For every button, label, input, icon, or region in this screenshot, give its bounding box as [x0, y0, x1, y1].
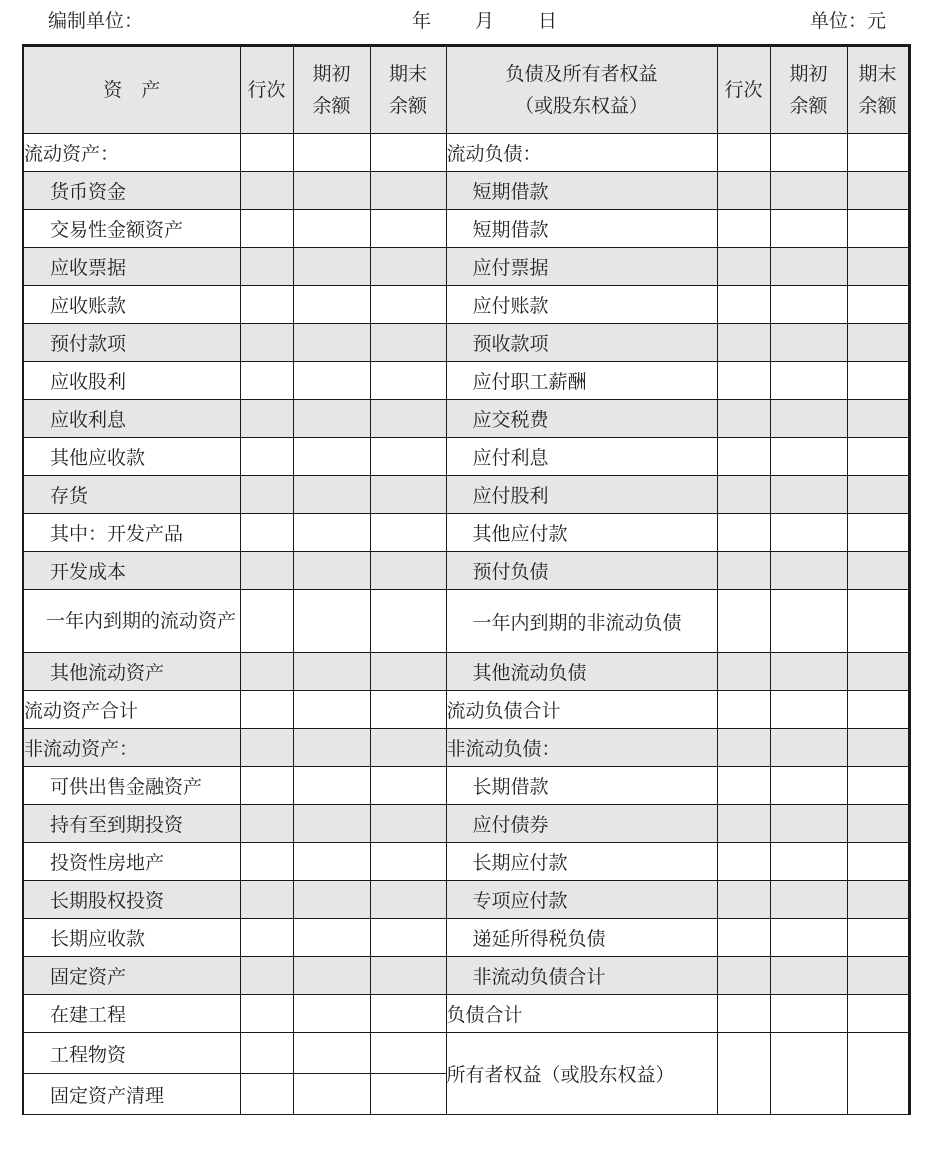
- liability-label: 专项应付款: [446, 881, 717, 919]
- cell-end[interactable]: [370, 843, 446, 881]
- cell-begin[interactable]: [770, 843, 847, 881]
- table-row: [23, 691, 909, 729]
- cell-begin[interactable]: [293, 805, 370, 843]
- liability-label: 其他流动负债: [446, 653, 717, 691]
- cell-begin[interactable]: [293, 134, 370, 172]
- asset-label: 在建工程: [23, 995, 240, 1033]
- table-row: [23, 514, 909, 552]
- cell-line-no[interactable]: [240, 324, 293, 362]
- liability-label: 一年内到期的非流动负债: [446, 590, 717, 653]
- cell-end[interactable]: [847, 767, 909, 805]
- liability-label: 应付债券: [446, 805, 717, 843]
- asset-label: 流动资产合计: [23, 691, 240, 729]
- table-row: [23, 172, 909, 210]
- liability-label: 其他应付款: [446, 514, 717, 552]
- cell-begin[interactable]: [770, 590, 847, 653]
- cell-begin[interactable]: [293, 1033, 370, 1074]
- cell-end[interactable]: [847, 210, 909, 248]
- col-begin-left: 期初 余额: [293, 46, 370, 134]
- liability-label: 预付负债: [446, 552, 717, 590]
- cell-begin[interactable]: [293, 210, 370, 248]
- cell-begin[interactable]: [770, 653, 847, 691]
- cell-end[interactable]: [370, 881, 446, 919]
- cell-line-no[interactable]: [717, 767, 770, 805]
- cell-line-no[interactable]: [717, 805, 770, 843]
- asset-label: 固定资产清理: [23, 1074, 240, 1115]
- cell-begin[interactable]: [770, 438, 847, 476]
- cell-end[interactable]: [370, 767, 446, 805]
- cell-line-no[interactable]: [717, 1033, 770, 1115]
- asset-label: 长期股权投资: [23, 881, 240, 919]
- cell-begin[interactable]: [770, 134, 847, 172]
- cell-line-no[interactable]: [240, 362, 293, 400]
- cell-end[interactable]: [370, 919, 446, 957]
- table-row: [23, 653, 909, 691]
- table-row: [23, 729, 909, 767]
- table-row: [23, 590, 909, 653]
- asset-label: 应收股利: [23, 362, 240, 400]
- cell-begin[interactable]: [293, 172, 370, 210]
- date-month: 月: [475, 10, 495, 32]
- cell-line-no[interactable]: [240, 476, 293, 514]
- liability-label: 预收款项: [446, 324, 717, 362]
- asset-label: 其他流动资产: [23, 653, 240, 691]
- cell-end[interactable]: [370, 1074, 446, 1115]
- cell-line-no[interactable]: [717, 691, 770, 729]
- cell-line-no[interactable]: [717, 210, 770, 248]
- cell-line-no[interactable]: [240, 691, 293, 729]
- cell-end[interactable]: [370, 995, 446, 1033]
- cell-end[interactable]: [847, 805, 909, 843]
- cell-begin[interactable]: [293, 843, 370, 881]
- cell-line-no[interactable]: [717, 729, 770, 767]
- cell-begin[interactable]: [770, 248, 847, 286]
- table-row: [23, 995, 909, 1033]
- cell-line-no[interactable]: [717, 476, 770, 514]
- cell-begin[interactable]: [770, 1033, 847, 1115]
- cell-end[interactable]: [847, 691, 909, 729]
- cell-line-no[interactable]: [240, 767, 293, 805]
- liability-label: 所有者权益（或股东权益）: [446, 1033, 717, 1115]
- table-body: [23, 134, 909, 1115]
- table-row: [23, 324, 909, 362]
- asset-label: 存货: [23, 476, 240, 514]
- cell-begin[interactable]: [293, 552, 370, 590]
- cell-end[interactable]: [847, 438, 909, 476]
- asset-label: 工程物资: [23, 1033, 240, 1074]
- table-row: [23, 134, 909, 172]
- cell-begin[interactable]: [293, 438, 370, 476]
- cell-end[interactable]: [370, 957, 446, 995]
- table-row: [23, 1033, 909, 1074]
- cell-line-no[interactable]: [240, 590, 293, 653]
- asset-label: 其中：开发产品: [23, 514, 240, 552]
- col-end-left: 期末 余额: [370, 46, 446, 134]
- cell-end[interactable]: [847, 843, 909, 881]
- cell-end[interactable]: [847, 362, 909, 400]
- cell-end[interactable]: [370, 248, 446, 286]
- cell-end[interactable]: [370, 476, 446, 514]
- col-assets: 资 产: [23, 46, 240, 134]
- cell-end[interactable]: [370, 210, 446, 248]
- asset-label: 应收账款: [23, 286, 240, 324]
- cell-end[interactable]: [847, 590, 909, 653]
- cell-line-no[interactable]: [240, 514, 293, 552]
- table-row: [23, 476, 909, 514]
- cell-begin[interactable]: [770, 324, 847, 362]
- liability-label: 非流动负债：: [446, 729, 717, 767]
- cell-begin[interactable]: [770, 210, 847, 248]
- table-row: [23, 881, 909, 919]
- cell-line-no[interactable]: [717, 957, 770, 995]
- cell-line-no[interactable]: [240, 919, 293, 957]
- cell-begin[interactable]: [293, 691, 370, 729]
- cell-begin[interactable]: [293, 590, 370, 653]
- liability-label: 非流动负债合计: [446, 957, 717, 995]
- table-row: [23, 210, 909, 248]
- table-row: [23, 362, 909, 400]
- cell-end[interactable]: [847, 957, 909, 995]
- table-row: [23, 843, 909, 881]
- table-row: [23, 919, 909, 957]
- cell-line-no[interactable]: [717, 881, 770, 919]
- cell-end[interactable]: [370, 805, 446, 843]
- cell-line-no[interactable]: [717, 172, 770, 210]
- cell-line-no[interactable]: [240, 400, 293, 438]
- header-row: [23, 46, 909, 134]
- cell-line-no[interactable]: [240, 286, 293, 324]
- cell-line-no[interactable]: [240, 653, 293, 691]
- asset-label: 开发成本: [23, 552, 240, 590]
- cell-end[interactable]: [370, 286, 446, 324]
- asset-label: 持有至到期投资: [23, 805, 240, 843]
- cell-line-no[interactable]: [717, 286, 770, 324]
- col-line-no-right: 行次: [717, 46, 770, 134]
- cell-begin[interactable]: [293, 476, 370, 514]
- cell-end[interactable]: [847, 286, 909, 324]
- asset-label: 长期应收款: [23, 919, 240, 957]
- asset-label: 投资性房地产: [23, 843, 240, 881]
- cell-end[interactable]: [370, 400, 446, 438]
- cell-begin[interactable]: [293, 1074, 370, 1115]
- table-row: [23, 805, 909, 843]
- asset-label: 其他应收款: [23, 438, 240, 476]
- cell-begin[interactable]: [770, 691, 847, 729]
- col-liabilities: 负债及所有者权益 （或股东权益）: [446, 46, 717, 134]
- table-row: [23, 767, 909, 805]
- cell-end[interactable]: [370, 653, 446, 691]
- cell-end[interactable]: [847, 172, 909, 210]
- cell-line-no[interactable]: [240, 805, 293, 843]
- cell-begin[interactable]: [770, 172, 847, 210]
- cell-begin[interactable]: [293, 995, 370, 1033]
- cell-begin[interactable]: [293, 767, 370, 805]
- asset-label: 固定资产: [23, 957, 240, 995]
- cell-line-no[interactable]: [240, 843, 293, 881]
- table-row: [23, 552, 909, 590]
- cell-end[interactable]: [847, 1033, 909, 1115]
- date-day: 日: [538, 10, 558, 32]
- cell-end[interactable]: [847, 400, 909, 438]
- asset-label: 可供出售金融资产: [23, 767, 240, 805]
- cell-line-no[interactable]: [717, 248, 770, 286]
- cell-end[interactable]: [847, 995, 909, 1033]
- cell-line-no[interactable]: [240, 995, 293, 1033]
- liability-label: 应付账款: [446, 286, 717, 324]
- cell-begin[interactable]: [770, 995, 847, 1033]
- cell-line-no[interactable]: [717, 590, 770, 653]
- liability-label: 应付股利: [446, 476, 717, 514]
- cell-begin[interactable]: [770, 286, 847, 324]
- table-row: [23, 248, 909, 286]
- cell-end[interactable]: [370, 134, 446, 172]
- cell-begin[interactable]: [770, 552, 847, 590]
- asset-label: 一年内到期的流动资产: [23, 590, 240, 653]
- cell-begin[interactable]: [770, 400, 847, 438]
- liability-label: 应付票据: [446, 248, 717, 286]
- cell-line-no[interactable]: [240, 248, 293, 286]
- cell-line-no[interactable]: [717, 362, 770, 400]
- cell-end[interactable]: [370, 324, 446, 362]
- cell-line-no[interactable]: [240, 210, 293, 248]
- cell-line-no[interactable]: [240, 134, 293, 172]
- cell-line-no[interactable]: [240, 552, 293, 590]
- cell-end[interactable]: [847, 476, 909, 514]
- asset-label: 交易性金额资产: [23, 210, 240, 248]
- cell-line-no[interactable]: [240, 957, 293, 995]
- cell-end[interactable]: [847, 919, 909, 957]
- cell-end[interactable]: [847, 134, 909, 172]
- asset-label: 流动资产：: [23, 134, 240, 172]
- col-line-no-left: 行次: [240, 46, 293, 134]
- asset-label: 应收利息: [23, 400, 240, 438]
- cell-line-no[interactable]: [717, 400, 770, 438]
- cell-end[interactable]: [370, 552, 446, 590]
- cell-end[interactable]: [370, 729, 446, 767]
- cell-end[interactable]: [847, 324, 909, 362]
- liability-label: 负债合计: [446, 995, 717, 1033]
- cell-end[interactable]: [370, 691, 446, 729]
- cell-line-no[interactable]: [717, 438, 770, 476]
- cell-line-no[interactable]: [717, 514, 770, 552]
- liability-label: 长期应付款: [446, 843, 717, 881]
- table-row: [23, 438, 909, 476]
- asset-label: 预付款项: [23, 324, 240, 362]
- cell-line-no[interactable]: [717, 324, 770, 362]
- cell-line-no[interactable]: [240, 1033, 293, 1074]
- col-end-right: 期末 余额: [847, 46, 909, 134]
- cell-begin[interactable]: [770, 767, 847, 805]
- cell-end[interactable]: [370, 362, 446, 400]
- cell-end[interactable]: [847, 552, 909, 590]
- cell-line-no[interactable]: [240, 172, 293, 210]
- balance-sheet-table: [22, 44, 911, 1115]
- cell-end[interactable]: [370, 438, 446, 476]
- cell-line-no[interactable]: [240, 881, 293, 919]
- liability-label: 流动负债合计: [446, 691, 717, 729]
- cell-end[interactable]: [370, 514, 446, 552]
- liability-label: 短期借款: [446, 172, 717, 210]
- cell-begin[interactable]: [293, 653, 370, 691]
- cell-begin[interactable]: [770, 729, 847, 767]
- asset-label: 非流动资产：: [23, 729, 240, 767]
- cell-begin[interactable]: [770, 957, 847, 995]
- cell-begin[interactable]: [770, 362, 847, 400]
- unit-label: 单位：元: [809, 10, 886, 32]
- liability-label: 应付利息: [446, 438, 717, 476]
- table-row: [23, 957, 909, 995]
- cell-begin[interactable]: [770, 919, 847, 957]
- liability-label: 应付职工薪酬: [446, 362, 717, 400]
- cell-begin[interactable]: [293, 729, 370, 767]
- cell-end[interactable]: [370, 590, 446, 653]
- liability-label: 长期借款: [446, 767, 717, 805]
- cell-end[interactable]: [370, 1033, 446, 1074]
- cell-line-no[interactable]: [240, 729, 293, 767]
- cell-begin[interactable]: [293, 400, 370, 438]
- table-row: [23, 400, 909, 438]
- col-begin-right: 期初 余额: [770, 46, 847, 134]
- liability-label: 流动负债：: [446, 134, 717, 172]
- cell-line-no[interactable]: [717, 552, 770, 590]
- cell-begin[interactable]: [293, 881, 370, 919]
- cell-begin[interactable]: [293, 362, 370, 400]
- cell-end[interactable]: [847, 653, 909, 691]
- cell-begin[interactable]: [293, 957, 370, 995]
- liability-label: 应交税费: [446, 400, 717, 438]
- cell-line-no[interactable]: [717, 919, 770, 957]
- cell-line-no[interactable]: [717, 995, 770, 1033]
- table-row: [23, 286, 909, 324]
- cell-begin[interactable]: [293, 324, 370, 362]
- cell-end[interactable]: [370, 172, 446, 210]
- cell-line-no[interactable]: [717, 134, 770, 172]
- org-label: 编制单位：: [48, 10, 144, 32]
- cell-begin[interactable]: [293, 248, 370, 286]
- cell-line-no[interactable]: [240, 438, 293, 476]
- asset-label: 货币资金: [23, 172, 240, 210]
- report-date: [412, 4, 601, 38]
- cell-line-no[interactable]: [717, 653, 770, 691]
- liability-label: 递延所得税负债: [446, 919, 717, 957]
- asset-label: 应收票据: [23, 248, 240, 286]
- cell-line-no[interactable]: [717, 843, 770, 881]
- cell-begin[interactable]: [770, 476, 847, 514]
- cell-begin[interactable]: [770, 805, 847, 843]
- cell-begin[interactable]: [293, 919, 370, 957]
- liability-label: 短期借款: [446, 210, 717, 248]
- cell-begin[interactable]: [770, 881, 847, 919]
- cell-begin[interactable]: [770, 514, 847, 552]
- cell-line-no[interactable]: [240, 1074, 293, 1115]
- cell-end[interactable]: [847, 881, 909, 919]
- cell-begin[interactable]: [293, 286, 370, 324]
- cell-end[interactable]: [847, 729, 909, 767]
- cell-end[interactable]: [847, 514, 909, 552]
- date-year: 年: [412, 10, 432, 32]
- cell-end[interactable]: [847, 248, 909, 286]
- cell-begin[interactable]: [293, 514, 370, 552]
